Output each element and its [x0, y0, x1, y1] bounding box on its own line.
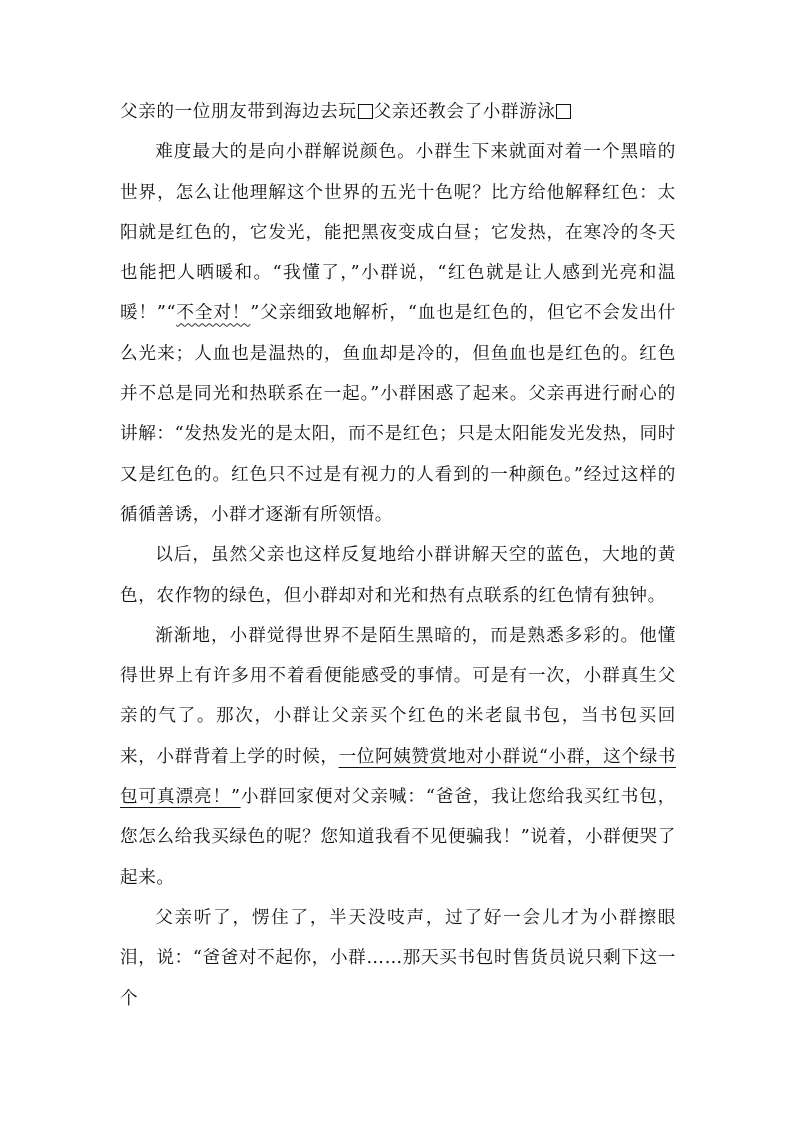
paragraph-0 [120, 92, 676, 132]
paragraph-1 [120, 132, 676, 535]
text-segment: 小群回家便对父亲喊：“爸爸，我让您给我买红书包，您怎么给我买绿色的呢？您知道我看不见便骗我！”说着，小群便哭了起来。 [120, 787, 676, 888]
text-segment: 渐渐地，小群觉得世界不是陌生黑暗的，而是熟悉多彩的。他懂得世界上有许多用不着看便能感受的事情。可是有一次，小群真生父亲的气了。那次，小群让父亲买个红色的米老鼠书包，当书包买回来，小群背着上学的时候， [120, 625, 676, 767]
missing-glyph-box-icon [556, 104, 571, 119]
text-segment: 父亲还教会了小群游泳 [373, 102, 556, 122]
document-page [120, 92, 676, 1019]
underlined-sentence: 一位阿姨赞赏地对小群说“小群，这个绿书包可真漂亮！” [120, 746, 676, 808]
paragraph-3 [120, 616, 676, 898]
missing-glyph-box-icon [358, 104, 373, 119]
wavy-underlined-phrase: 不全对！ [176, 303, 251, 324]
text-segment: 难度最大的是向小群解说颜色。小群生下来就面对着一个黑暗的世界，怎么让他理解这个世界的五光十色呢？比方给他解释红色：太阳就是红色的，它发光，能把黑夜变成白昼；它发热，在寒冷的冬天也能把人晒暖和。“我懂了，”小群说，“红色就是让人感到光亮和温暖！”“ [120, 142, 676, 324]
text-segment: 以后，虽然父亲也这样反复地给小群讲解天空的蓝色，大地的黄色，农作物的绿色，但小群却对和光和热有点联系的红色情有独钟。 [120, 545, 676, 606]
paragraph-4 [120, 898, 676, 1019]
text-segment: ”父亲细致地解析，“血也是红色的，但它不会发出什么光来；人血也是温热的，鱼血却是冷的，但鱼血也是红色的。红色并不总是同光和热联系在一起。”小群困惑了起来。父亲再进行耐心的讲解：“发热发光的是太阳，而不是红色；只是太阳能发光发热，同时又是红色的。红色只不过是有视力的人看到的一种颜色。”经过这样的循循善诱，小群才逐渐有所领悟。 [120, 303, 676, 525]
text-segment: 父亲的一位朋友带到海边去玩 [120, 102, 357, 122]
text-segment: 父亲听了，愣住了，半天没吱声，过了好一会儿才为小群擦眼泪，说：“爸爸对不起你，小群……那天买书包时售货员说只剩下这一个 [120, 907, 676, 1009]
paragraph-2 [120, 535, 676, 616]
